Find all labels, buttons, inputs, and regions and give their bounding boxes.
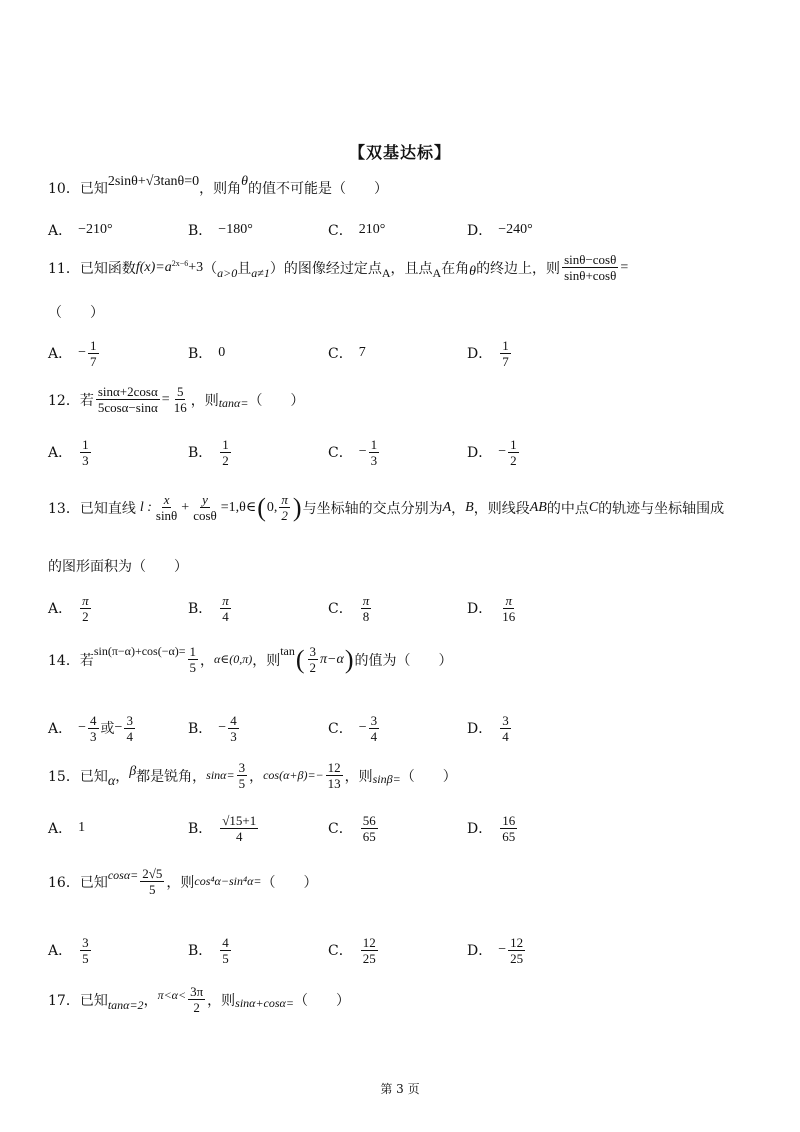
equation: 2sinθ+√3tanθ=0 bbox=[107, 174, 200, 189]
answer-blank: （ ） bbox=[48, 305, 104, 321]
question-13: 13． 已知直线 l : $\frac{x}{\sin\theta}$ + $\frac{y}{\cos\theta}$ =1,θ∈ ( 0, $\frac{\pi}{2}$ ) 与坐标轴的交点分别为 A ， B ，则线段 AB 的中点 C 的轨迹与坐标轴围成 bbox=[48, 492, 725, 523]
option-a[interactable]: A． $\frac{\pi}{2}$ bbox=[48, 592, 89, 624]
option-a[interactable]: A． −210° bbox=[48, 222, 113, 239]
option-b[interactable]: B． $\frac{\pi}{4}$ bbox=[188, 592, 229, 624]
question-10: 10． 已知 2sinθ+√3tanθ=0 ，则角 θ 的值不可能是（ ） bbox=[48, 174, 389, 197]
question-14: 14． 若 sin(π−α)+cos(−α)= $\frac{1}{5}$ ， α∈(0,π) ，则 tan ( $\frac{3}{2}$ π−α ) 的值为（ ） bbox=[48, 644, 453, 675]
option-d[interactable]: D． − $\frac{12}{25}$ bbox=[467, 934, 524, 966]
options-14 bbox=[48, 708, 748, 748]
option-a[interactable]: A． $\frac{3}{5}$ bbox=[48, 934, 89, 966]
option-a[interactable]: A． 1 bbox=[48, 820, 86, 837]
option-d[interactable]: D． $\frac{1}{7}$ bbox=[467, 337, 509, 369]
options-10 bbox=[48, 210, 748, 250]
option-c[interactable]: C． $\frac{\pi}{8}$ bbox=[328, 592, 370, 624]
question-number: 16． bbox=[48, 874, 80, 891]
section-title: 【双基达标】 bbox=[348, 143, 451, 162]
question-number: 10． bbox=[48, 181, 80, 197]
option-d[interactable]: D． − $\frac{1}{2}$ bbox=[467, 436, 517, 468]
options-15 bbox=[48, 808, 748, 848]
option-c[interactable]: C． 210° bbox=[328, 222, 386, 239]
options-16 bbox=[48, 930, 748, 970]
question-17: 17． 已知 tanα=2 ， π<α< $\frac{3\pi}{2}$ ，则 sinα+cosα= （ ） bbox=[48, 984, 350, 1015]
option-c[interactable]: C． − $\frac{1}{3}$ bbox=[328, 436, 378, 468]
option-d[interactable]: D． $\frac{3}{4}$ bbox=[467, 712, 509, 744]
question-11: 11． 已知函数 f(x)=a $^{2x-6}$ +3 （ a>0 且 a≠1 ） 的图像经过定点 A ，且点 A 在角 θ 的终边上，则 $\frac{\sin\theta-\cos\theta}{\sin\theta+\cos\theta}$ = bbox=[48, 252, 629, 283]
option-d[interactable]: D． $\frac{16}{65}$ bbox=[467, 812, 516, 844]
option-a[interactable]: A． − $\frac{4}{3}$ 或 − $\frac{3}{4}$ bbox=[48, 712, 133, 744]
question-number: 13． bbox=[48, 500, 80, 517]
option-d[interactable]: D． $\frac{\pi}{16}$ bbox=[467, 592, 516, 624]
option-d[interactable]: D． −240° bbox=[467, 222, 533, 239]
option-b[interactable]: B． − $\frac{4}{3}$ bbox=[188, 712, 237, 744]
option-c[interactable]: C． $\frac{12}{25}$ bbox=[328, 934, 376, 966]
fraction: $\frac{\sin\theta-\cos\theta}{\sin\theta+\cos\theta}$ bbox=[564, 252, 617, 283]
question-number: 12． bbox=[48, 392, 80, 409]
question-16: 16． 已知 cosα= $\frac{2√5}{5}$ ，则 cos⁴α−sin⁴α= （ ） bbox=[48, 866, 318, 897]
question-number: 11． bbox=[48, 260, 80, 277]
question-number: 17． bbox=[48, 992, 80, 1009]
option-b[interactable]: B． $\frac{4}{5}$ bbox=[188, 934, 229, 966]
option-b[interactable]: B． 0 bbox=[188, 345, 226, 362]
options-11 bbox=[48, 333, 748, 373]
option-b[interactable]: B． $\frac{√15+1}{4}$ bbox=[188, 812, 257, 844]
option-c[interactable]: C． $\frac{56}{65}$ bbox=[328, 812, 376, 844]
options-12 bbox=[48, 432, 748, 472]
page-number: 第 3 页 bbox=[380, 1082, 420, 1096]
question-number: 15． bbox=[48, 768, 80, 785]
question-15: 15． 已知 α ， β 都是锐角， sinα= $\frac{3}{5}$ ， cos(α+β)=− $\frac{12}{13}$ ，则 sinβ= （ ） bbox=[48, 760, 457, 791]
fraction: $\frac{\sin\alpha+2\cos\alpha}{5\cos\alpha-\sin\alpha}$ bbox=[97, 384, 158, 415]
question-number: 14． bbox=[48, 652, 80, 669]
option-c[interactable]: C． 7 bbox=[328, 345, 366, 362]
option-a[interactable]: A． − $\frac{1}{7}$ bbox=[48, 337, 97, 369]
question-12: 12． 若 $\frac{\sin\alpha+2\cos\alpha}{5\cos\alpha-\sin\alpha}$ = $\frac{5}{16}$ ，则 tanα= （ ） bbox=[48, 384, 305, 415]
option-b[interactable]: B． $\frac{1}{2}$ bbox=[188, 436, 229, 468]
option-b[interactable]: B． −180° bbox=[188, 222, 253, 239]
question-13-cont: 的图形面积为（ ） bbox=[48, 559, 188, 575]
options-13 bbox=[48, 588, 748, 628]
option-c[interactable]: C． − $\frac{3}{4}$ bbox=[328, 712, 378, 744]
option-a[interactable]: A． $\frac{1}{3}$ bbox=[48, 436, 89, 468]
